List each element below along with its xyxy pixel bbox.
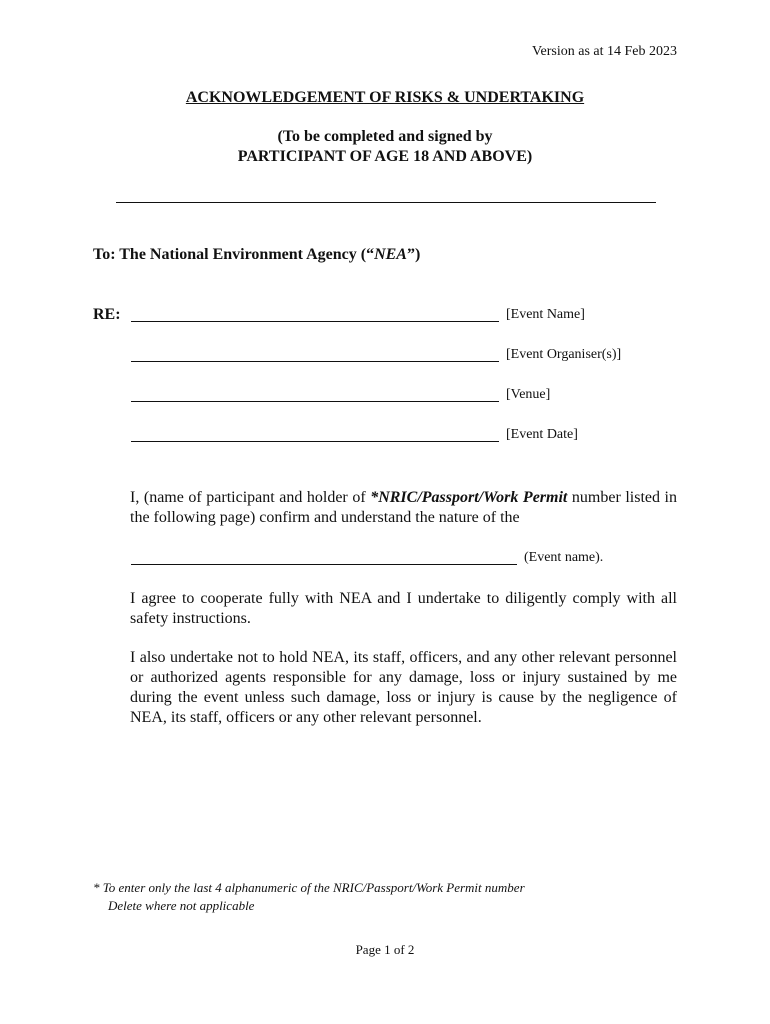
page-number: Page 1 of 2 [355,942,415,957]
addressee-suffix: ”) [406,246,421,263]
re-label: RE: [93,306,121,323]
footnote-line-1: * To enter only the last 4 alphanumeric of the NRIC/Passport/Work Permit number [93,880,525,895]
footnote [93,879,525,915]
declaration-paragraph [130,488,677,528]
footnote-line-2: Delete where not applicable [108,898,255,913]
event-name-tag: [Event Name] [506,307,585,322]
event-organiser-tag: [Event Organiser(s)] [506,347,622,362]
declaration-text-end: number listed in the following page) confirm and understand the nature of the [130,489,678,526]
event-name-confirm-blank[interactable] [131,564,517,565]
version-date: Version as at 14 Feb 2023 [531,44,677,59]
cooperation-paragraph [130,589,677,629]
cooperation-text: I agree to cooperate fully with NEA and I undertake to diligently comply with all safety instructions. [130,590,677,627]
document-title: ACKNOWLEDGEMENT OF RISKS & UNDERTAKING [185,89,585,106]
addressee-prefix: To: The National Environment Agency (“ [93,246,375,263]
event-name-blank[interactable] [131,321,499,322]
addressee-line [93,246,420,264]
event-date-blank[interactable] [131,441,499,442]
document-subtitle-line-1: (To be completed and signed by [277,128,493,145]
liability-paragraph [130,648,677,728]
event-organiser-blank[interactable] [131,361,499,362]
event-name-confirm-tag: (Event name). [524,550,604,565]
section-divider [116,202,656,203]
venue-tag: [Venue] [506,387,551,402]
liability-text: I also undertake not to hold NEA, its staff, officers, and any other relevant personnel or authorized agents responsible for any damage, loss or injury sustained by me during the event unless such damage, loss or injury is cause by the negligence of NEA, its staff, officers or any other relevant personnel. [130,649,677,726]
declaration-id-types: *NRIC/Passport/Work Permit [370,489,568,506]
venue-blank[interactable] [131,401,499,402]
event-date-tag: [Event Date] [506,427,578,442]
declaration-text-start: I, (name of participant and holder of [130,489,371,506]
document-subtitle-line-2: PARTICIPANT OF AGE 18 AND ABOVE) [237,148,533,165]
addressee-abbr: NEA [374,246,407,263]
